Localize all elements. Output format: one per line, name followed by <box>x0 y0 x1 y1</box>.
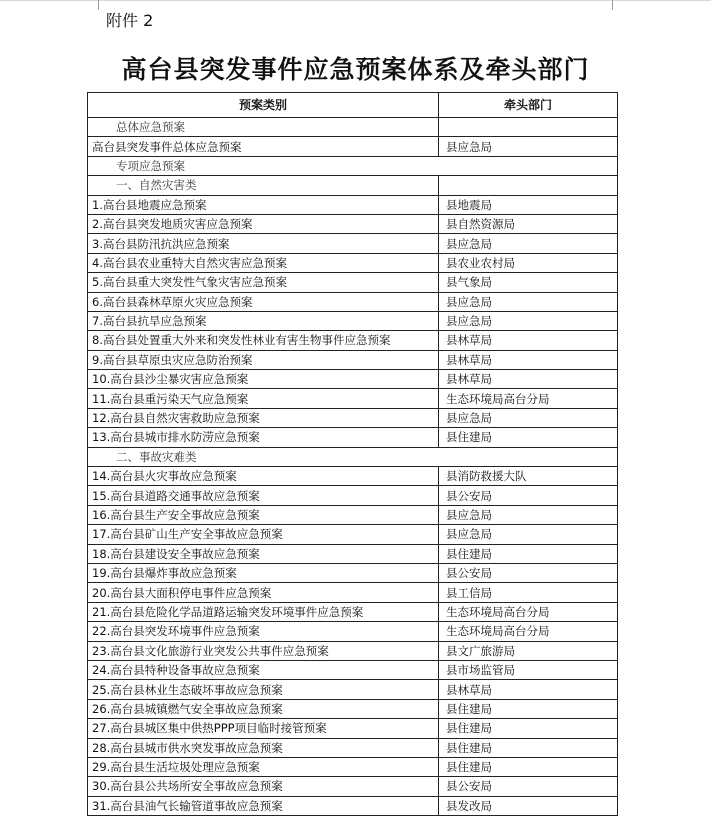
table-row <box>88 253 618 272</box>
lead-department: 县林草局 <box>438 331 617 350</box>
plan-name: 25.高台县林业生态破坏事故应急预案 <box>88 680 439 699</box>
lead-department: 县发改局 <box>438 796 617 815</box>
plan-name: 28.高台县城市供水突发事故应急预案 <box>88 738 439 757</box>
plan-name: 2.高台县突发地质灾害应急预案 <box>88 214 439 233</box>
plan-name: 12.高台县自然灾害救助应急预案 <box>88 408 439 427</box>
plan-name: 11.高台县重污染天气应急预案 <box>88 389 439 408</box>
table-row <box>88 699 618 718</box>
plan-name: 1.高台县地震应急预案 <box>88 195 439 214</box>
plan-name: 16.高台县生产安全事故应急预案 <box>88 505 439 524</box>
lead-department: 县住建局 <box>438 544 617 563</box>
header-lead-department: 牵头部门 <box>438 93 617 118</box>
lead-department: 县公安局 <box>438 777 617 796</box>
table-row <box>88 350 618 369</box>
lead-department: 县工信局 <box>438 583 617 602</box>
section-row <box>88 176 618 195</box>
table-header-row <box>88 93 618 118</box>
plan-name: 23.高台县文化旅游行业突发公共事件应急预案 <box>88 641 439 660</box>
document-title: 高台县突发事件应急预案体系及牵头部门 <box>121 55 590 84</box>
table-row <box>88 408 618 427</box>
table-row <box>88 214 618 233</box>
table-row <box>88 583 618 602</box>
plan-name: 高台县突发事件总体应急预案 <box>88 137 439 156</box>
plan-name: 26.高台县城镇燃气安全事故应急预案 <box>88 699 439 718</box>
lead-department: 县林草局 <box>438 370 617 389</box>
table-row <box>88 428 618 447</box>
plan-table <box>87 92 618 816</box>
plan-name: 21.高台县危险化学品道路运输突发环境事件应急预案 <box>88 602 439 621</box>
table-row <box>88 719 618 738</box>
plan-name: 20.高台县大面积停电事件应急预案 <box>88 583 439 602</box>
table-row <box>88 738 618 757</box>
lead-department: 生态环境局高台分局 <box>438 622 617 641</box>
lead-department: 县应急局 <box>438 525 617 544</box>
margin-corner-mark <box>88 0 99 10</box>
plan-name: 29.高台县生活垃圾处理应急预案 <box>88 757 439 776</box>
plan-name: 7.高台县抗旱应急预案 <box>88 311 439 330</box>
section-title: 二、事故灾难类 <box>88 447 618 466</box>
lead-department: 县应急局 <box>438 234 617 253</box>
plan-name: 9.高台县草原虫灾应急防治预案 <box>88 350 439 369</box>
lead-department: 生态环境局高台分局 <box>438 389 617 408</box>
lead-department: 县应急局 <box>438 505 617 524</box>
plan-name: 15.高台县道路交通事故应急预案 <box>88 486 439 505</box>
plan-name: 19.高台县爆炸事故应急预案 <box>88 563 439 582</box>
lead-department: 县应急局 <box>438 311 617 330</box>
section-row <box>88 118 618 137</box>
table-row <box>88 796 618 815</box>
plan-name: 24.高台县特种设备事故应急预案 <box>88 660 439 679</box>
lead-department: 县农业农村局 <box>438 253 617 272</box>
plan-name: 4.高台县农业重特大自然灾害应急预案 <box>88 253 439 272</box>
lead-department: 县公安局 <box>438 563 617 582</box>
plan-name: 13.高台县城市排水防涝应急预案 <box>88 428 439 447</box>
lead-department: 县住建局 <box>438 719 617 738</box>
lead-department: 县自然资源局 <box>438 214 617 233</box>
table-row <box>88 680 618 699</box>
plan-name: 6.高台县森林草原火灾应急预案 <box>88 292 439 311</box>
section-row <box>88 447 618 466</box>
plan-name: 10.高台县沙尘暴灾害应急预案 <box>88 370 439 389</box>
table-row <box>88 137 618 156</box>
section-title: 总体应急预案 <box>88 118 439 137</box>
plan-name: 27.高台县城区集中供热PPP项目临时接管预案 <box>88 719 439 738</box>
plan-name: 17.高台县矿山生产安全事故应急预案 <box>88 525 439 544</box>
lead-department: 县应急局 <box>438 408 617 427</box>
lead-department: 县应急局 <box>438 292 617 311</box>
plan-name: 22.高台县突发环境事件应急预案 <box>88 622 439 641</box>
page-top-edge <box>0 0 711 1</box>
plan-name: 5.高台县重大突发性气象灾害应急预案 <box>88 273 439 292</box>
header-plan-category: 预案类别 <box>88 93 439 118</box>
plan-name: 3.高台县防汛抗洪应急预案 <box>88 234 439 253</box>
section-row <box>88 156 618 175</box>
table-row <box>88 389 618 408</box>
table-row <box>88 505 618 524</box>
table-row <box>88 370 618 389</box>
table-row <box>88 641 618 660</box>
plan-name: 8.高台县处置重大外来和突发性林业有害生物事件应急预案 <box>88 331 439 350</box>
lead-department <box>438 176 617 195</box>
lead-department: 县文广旅游局 <box>438 641 617 660</box>
table-row <box>88 622 618 641</box>
section-title: 一、自然灾害类 <box>88 176 439 195</box>
plan-name: 30.高台县公共场所安全事故应急预案 <box>88 777 439 796</box>
table-row <box>88 311 618 330</box>
plan-name: 18.高台县建设安全事故应急预案 <box>88 544 439 563</box>
table-row <box>88 544 618 563</box>
lead-department: 县地震局 <box>438 195 617 214</box>
lead-department: 县公安局 <box>438 486 617 505</box>
table-row <box>88 563 618 582</box>
plan-name: 14.高台县火灾事故应急预案 <box>88 467 439 486</box>
table-row <box>88 525 618 544</box>
lead-department: 县市场监管局 <box>438 660 617 679</box>
margin-corner-mark <box>612 0 623 10</box>
table-row <box>88 486 618 505</box>
lead-department: 县林草局 <box>438 350 617 369</box>
table-row <box>88 467 618 486</box>
section-title: 专项应急预案 <box>88 156 618 175</box>
lead-department: 县消防救援大队 <box>438 467 617 486</box>
lead-department: 县住建局 <box>438 699 617 718</box>
table-row <box>88 757 618 776</box>
lead-department <box>438 118 617 137</box>
attachment-label: 附件 2 <box>106 11 154 30</box>
table-row <box>88 292 618 311</box>
table-row <box>88 660 618 679</box>
table-row <box>88 602 618 621</box>
lead-department: 县应急局 <box>438 137 617 156</box>
table-row <box>88 234 618 253</box>
table-row <box>88 195 618 214</box>
plan-name: 31.高台县油气长输管道事故应急预案 <box>88 796 439 815</box>
lead-department: 县林草局 <box>438 680 617 699</box>
lead-department: 县住建局 <box>438 757 617 776</box>
table-row <box>88 777 618 796</box>
lead-department: 生态环境局高台分局 <box>438 602 617 621</box>
table-row <box>88 273 618 292</box>
lead-department: 县住建局 <box>438 428 617 447</box>
lead-department: 县住建局 <box>438 738 617 757</box>
table-row <box>88 331 618 350</box>
lead-department: 县气象局 <box>438 273 617 292</box>
